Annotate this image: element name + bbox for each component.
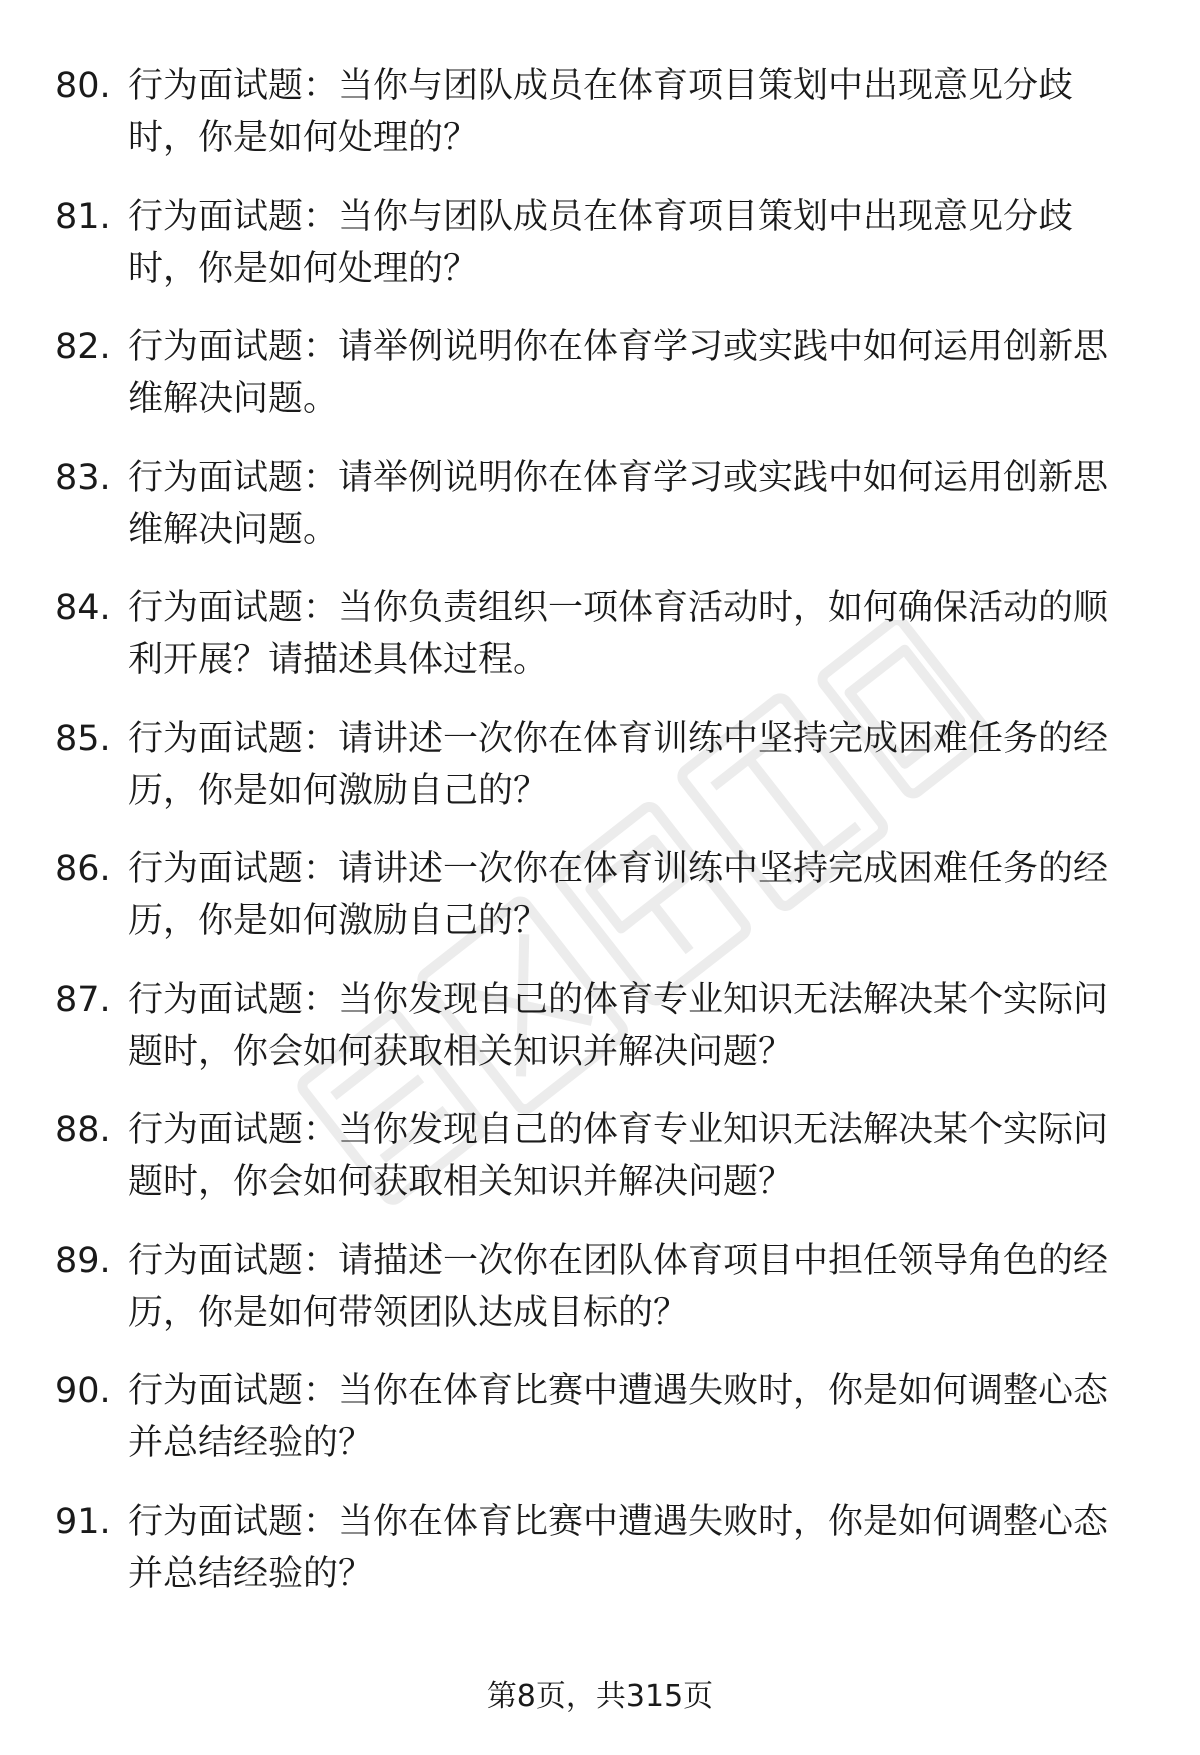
question-number: 84. — [55, 588, 111, 628]
question-text: 行为面试题：当你负责组织一项体育活动时，如何确保活动的顺利开展？请描述具体过程。 — [128, 588, 1109, 680]
question-number: 91. — [55, 1501, 111, 1542]
question-number: 89. — [55, 1240, 111, 1281]
question-text: 行为面试题：请讲述一次你在体育训练中坚持完成困难任务的经历，你是如何激励自己的？ — [128, 718, 1109, 811]
question-text: 行为面试题：请讲述一次你在体育训练中坚持完成困难任务的经历，你是如何激励自己的？ — [128, 849, 1109, 941]
question-item — [0, 1104, 1200, 1235]
question-text: 行为面试题：当你在体育比赛中遭遇失败时，你是如何调整心态并总结经验的？ — [128, 1501, 1109, 1594]
question-item — [0, 452, 1200, 583]
question-number: 81. — [55, 196, 111, 237]
question-number: 83. — [55, 457, 111, 498]
question-text: 行为面试题：当你在体育比赛中遭遇失败时，你是如何调整心态并总结经验的？ — [128, 1371, 1109, 1463]
question-text: 行为面试题：当你发现自己的体育专业知识无法解决某个实际问题时，你会如何获取相关知识并解决问题？ — [128, 979, 1109, 1072]
question-text: 行为面试题：请描述一次你在团队体育项目中担任领导角色的经历，你是如何带领团队达成目标的？ — [128, 1240, 1109, 1333]
question-item — [0, 1496, 1200, 1627]
question-item — [0, 582, 1200, 713]
question-number: 85. — [55, 718, 111, 759]
question-text: 行为面试题：当你与团队成员在体育项目策划中出现意见分歧时，你是如何处理的？ — [128, 196, 1074, 289]
question-text: 行为面试题：当你发现自己的体育专业知识无法解决某个实际问题时，你会如何获取相关知识并解决问题？ — [128, 1110, 1109, 1202]
question-number: 86. — [55, 849, 111, 889]
question-item — [0, 60, 1200, 191]
question-text: 行为面试题：当你与团队成员在体育项目策划中出现意见分歧时，你是如何处理的？ — [128, 66, 1074, 158]
question-number: 80. — [55, 66, 111, 106]
question-item — [0, 1365, 1200, 1496]
question-number: 87. — [55, 979, 111, 1020]
page-number-footer: 第8页，共315页 — [486, 1679, 714, 1714]
question-item — [0, 1235, 1200, 1366]
question-text: 行为面试题：请举例说明你在体育学习或实践中如何运用创新思维解决问题。 — [128, 457, 1109, 550]
question-item — [0, 191, 1200, 322]
question-item — [0, 843, 1200, 974]
question-number: 88. — [55, 1110, 111, 1150]
question-item — [0, 321, 1200, 452]
question-item — [0, 974, 1200, 1105]
question-text: 行为面试题：请举例说明你在体育学习或实践中如何运用创新思维解决问题。 — [128, 327, 1109, 419]
question-number: 82. — [55, 327, 111, 367]
question-item — [0, 713, 1200, 844]
question-number: 90. — [55, 1371, 111, 1411]
question-list — [0, 60, 1200, 1626]
